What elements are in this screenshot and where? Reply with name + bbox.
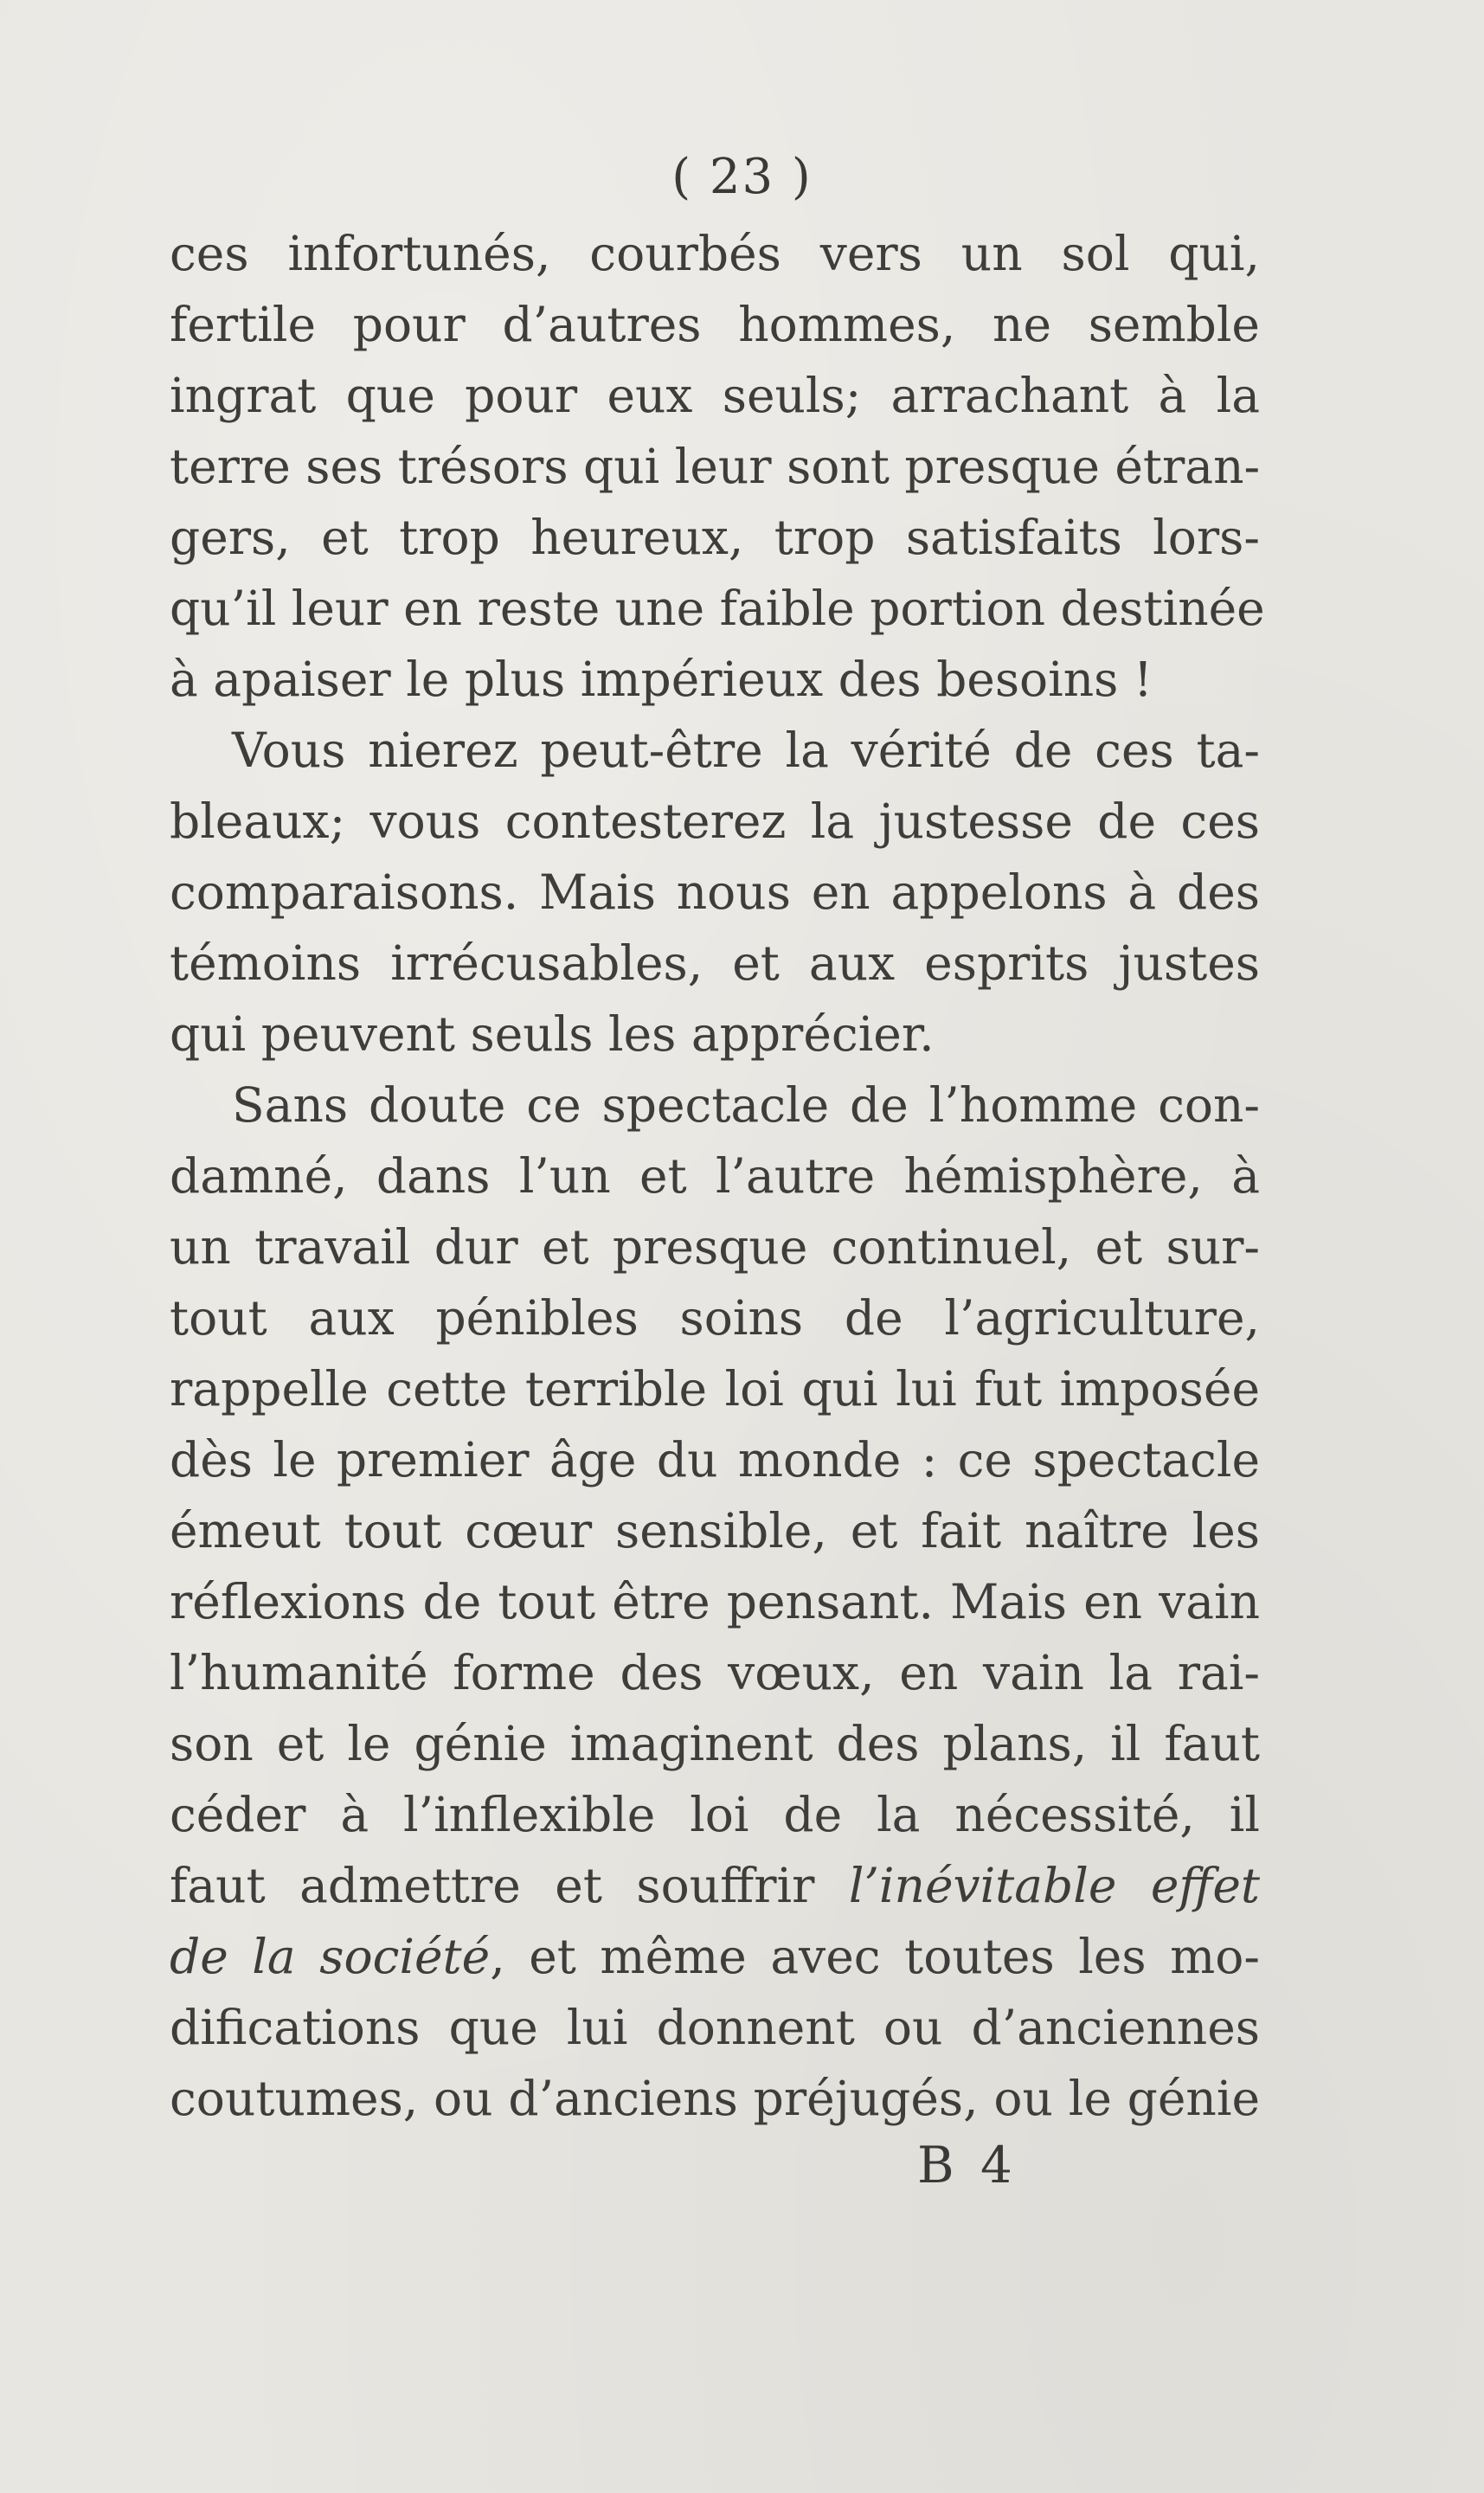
text-line: l’humanité forme des vœux, en vain la rai- — [170, 1645, 1260, 1700]
text-line: son et le génie imaginent des plans, il faut — [170, 1716, 1260, 1771]
text-line — [170, 1850, 1260, 1921]
text-line: damné, dans l’un et l’autre hémisphère, à — [170, 1148, 1260, 1204]
text-line: coutumes, ou d’anciens préjugés, ou le génie — [170, 2071, 1260, 2126]
text-line — [170, 1921, 1260, 1992]
body-text — [170, 218, 1265, 2134]
text-line: bleaux; vous contesterez la justesse de ces — [170, 794, 1260, 849]
text-line: difications que lui donnent ou d’anciennes — [170, 2000, 1260, 2055]
text-line: comparaisons. Mais nous en appelons à des — [170, 864, 1260, 920]
text-line: qu’il leur en reste une faible portion destinée — [170, 581, 1265, 636]
text-line: terre ses trésors qui leur sont presque étran- — [170, 439, 1261, 494]
text-line: témoins irrécusables, et aux esprits justes — [170, 935, 1260, 991]
page-number: ( 23 ) — [671, 149, 813, 205]
text-segment: faut admettre et souffrir — [170, 1858, 815, 1913]
text-line: Vous nierez peut-être la vérité de ces ta- — [232, 723, 1260, 778]
text-line: à apaiser le plus impérieux des besoins ! — [170, 652, 1153, 707]
italic-text: l’inévitable effet — [848, 1858, 1261, 1913]
text-line: rappelle cette terrible loi qui lui fut imposée — [170, 1361, 1260, 1417]
text-segment: , et même avec toutes les mo- — [490, 1929, 1260, 1984]
text-line: tout aux pénibles soins de l’agriculture, — [170, 1290, 1260, 1346]
text-line: ingrat que pour eux seuls; arrachant à la — [170, 368, 1260, 423]
signature-mark: B 4 — [917, 2136, 1018, 2194]
text-line: qui peuvent seuls les apprécier. — [170, 1006, 935, 1062]
italic-text: de la société — [170, 1929, 491, 1984]
text-line: fertile pour d’autres hommes, ne semble — [170, 297, 1260, 352]
text-line: céder à l’inflexible loi de la nécessité, il — [170, 1787, 1260, 1842]
text-line: gers, et trop heureux, trop satisfaits lors- — [170, 510, 1260, 565]
text-line: réflexions de tout être pensant. Mais en vain — [170, 1574, 1260, 1629]
text-line: dès le premier âge du monde : ce spectacle — [170, 1432, 1260, 1487]
text-line: émeut tout cœur sensible, et fait naître les — [170, 1503, 1260, 1558]
text-line: Sans doute ce spectacle de l’homme con- — [232, 1077, 1260, 1133]
text-line: ces infortunés, courbés vers un sol qui, — [170, 226, 1260, 281]
text-line: un travail dur et presque continuel, et sur- — [170, 1219, 1260, 1275]
